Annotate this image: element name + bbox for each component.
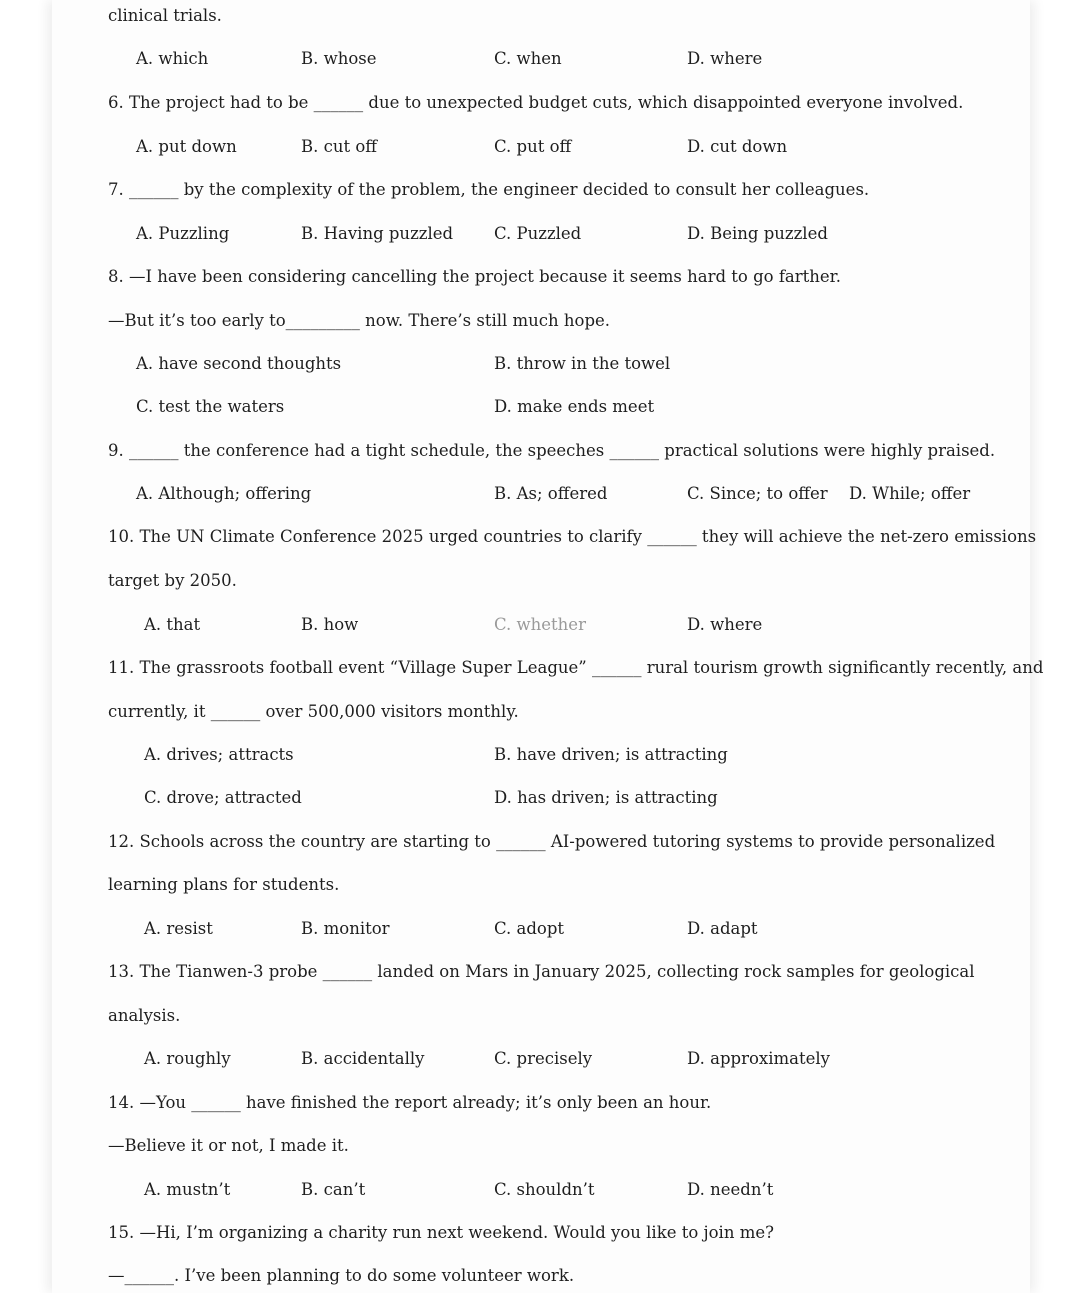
question-6: 6. The project had to be ______ due to unexpected budget cuts, which disappointed everyone involved. (108, 93, 964, 112)
option-c: C. when (494, 49, 562, 68)
option-b: B. throw in the towel (494, 354, 671, 373)
question-14-reply: —Believe it or not, I made it. (108, 1136, 349, 1155)
text-line: clinical trials. (108, 6, 222, 25)
option-a: A. have second thoughts (136, 354, 342, 373)
option-c: C. Since; to offer (687, 484, 828, 503)
option-d: D. needn’t (687, 1180, 774, 1199)
option-c: C. drove; attracted (144, 788, 302, 807)
question-12: 12. Schools across the country are starting to ______ AI-powered tutoring systems to provide personalized (108, 832, 996, 851)
option-b: B. how (301, 615, 359, 634)
option-a: A. which (136, 49, 209, 68)
question-13-cont: analysis. (108, 1006, 181, 1025)
option-d: D. adapt (687, 919, 758, 938)
question-12-cont: learning plans for students. (108, 875, 340, 894)
option-a: A. put down (136, 137, 237, 156)
option-d: D. approximately (687, 1049, 830, 1068)
option-b: B. whose (301, 49, 377, 68)
option-d: D. make ends meet (494, 397, 655, 416)
option-b: B. cut off (301, 137, 378, 156)
option-c: C. precisely (494, 1049, 593, 1068)
option-a: A. Puzzling (136, 224, 230, 243)
option-a: A. drives; attracts (144, 745, 294, 764)
option-b: B. As; offered (494, 484, 608, 503)
option-b: B. accidentally (301, 1049, 425, 1068)
option-d: D. While; offer (849, 484, 971, 503)
question-11: 11. The grassroots football event “Village Super League” ______ rural tourism growth significantly recently, and (108, 658, 1044, 677)
option-a: A. resist (144, 919, 213, 938)
option-c: C. put off (494, 137, 572, 156)
option-a: A. that (144, 615, 201, 634)
question-15: 15. —Hi, I’m organizing a charity run next weekend. Would you like to join me? (108, 1223, 774, 1242)
option-a: A. roughly (144, 1049, 231, 1068)
option-b: B. can’t (301, 1180, 366, 1199)
option-b: B. monitor (301, 919, 390, 938)
option-a: A. mustn’t (144, 1180, 231, 1199)
question-13: 13. The Tianwen-3 probe ______ landed on Mars in January 2025, collecting rock samples for geological (108, 962, 975, 981)
question-7: 7. ______ by the complexity of the problem, the engineer decided to consult her colleagues. (108, 180, 870, 199)
option-d: D. cut down (687, 137, 788, 156)
option-c: C. adopt (494, 919, 565, 938)
question-11-cont: currently, it ______ over 500,000 visitors monthly. (108, 702, 519, 721)
question-15-reply: —______. I’ve been planning to do some volunteer work. (108, 1266, 575, 1285)
option-c: C. whether (494, 615, 586, 634)
option-d: D. Being puzzled (687, 224, 828, 243)
option-b: B. Having puzzled (301, 224, 454, 243)
exam-page (52, 0, 1044, 1293)
option-d: D. where (687, 49, 763, 68)
option-a: A. Although; offering (136, 484, 312, 503)
question-10-cont: target by 2050. (108, 571, 237, 590)
option-d: D. where (687, 615, 763, 634)
question-14: 14. —You ______ have finished the report already; it’s only been an hour. (108, 1093, 712, 1112)
option-c: C. Puzzled (494, 224, 582, 243)
option-c: C. shouldn’t (494, 1180, 595, 1199)
option-d: D. has driven; is attracting (494, 788, 718, 807)
option-b: B. have driven; is attracting (494, 745, 728, 764)
question-10: 10. The UN Climate Conference 2025 urged countries to clarify ______ they will achieve the net-zero emissions (108, 527, 1037, 546)
option-c: C. test the waters (136, 397, 285, 416)
question-9: 9. ______ the conference had a tight schedule, the speeches ______ practical solutions were highly praised. (108, 441, 996, 460)
question-8-reply: —But it’s too early to_________ now. There’s still much hope. (108, 311, 611, 330)
question-8: 8. —I have been considering cancelling the project because it seems hard to go farther. (108, 267, 842, 286)
